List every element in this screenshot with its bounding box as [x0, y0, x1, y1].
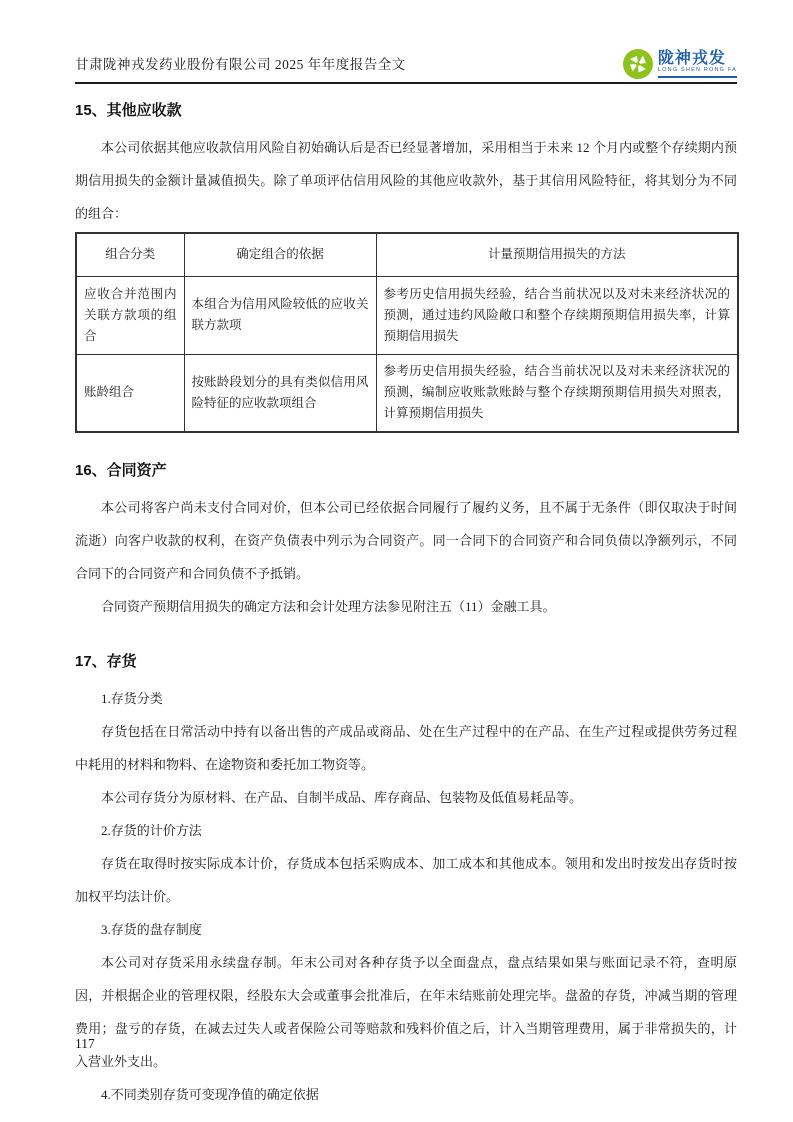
table-row	[76, 354, 738, 432]
paragraph-s17-item2-body: 存货在取得时按实际成本计价，存货成本包括采购成本、加工成本和其他成本。领用和发出时按发出存货时按加权平均法计价。	[75, 856, 737, 904]
credit-loss-portfolio-table	[75, 232, 739, 433]
table-header-portfolio-basis: 确定组合的依据	[184, 233, 376, 276]
logo-pinwheel-icon	[623, 49, 653, 79]
paragraph-s17-item3-title: 3.存货的盘存制度	[101, 922, 202, 937]
table-cell-r1-class: 应收合并范围内关联方款项的组合	[76, 276, 184, 354]
table-cell-r2-class: 账龄组合	[76, 354, 184, 432]
paragraph-s16-reference: 合同资产预期信用损失的确定方法和会计处理方法参见附注五（11）金融工具。	[101, 599, 556, 614]
paragraph-s17-item1-body2: 本公司存货分为原材料、在产品、自制半成品、库存商品、包装物及低值易耗品等。	[101, 790, 583, 805]
table-header-row	[76, 233, 738, 276]
paragraph-s17-item1-title: 1.存货分类	[101, 691, 163, 706]
paragraph-s16-main: 本公司将客户尚未支付合同对价，但本公司已经依据合同履行了履约义务，且不属于无条件（即仅取决于时间流逝）向客户收款的权利，在资产负债表中列示为合同资产。同一合同下的合同资产和合同负债以净额列示，不同合同下的合同资产和合同负债不予抵销。	[75, 500, 737, 581]
table-row	[76, 276, 738, 354]
table-header-ecl-method: 计量预期信用损失的方法	[376, 233, 738, 276]
paragraph-s17-item3-body: 本公司对存货采用永续盘存制。年末公司对各种存货予以全面盘点，盘点结果如果与账面记录不符，查明原因，并根据企业的管理权限，经股东大会或董事会批准后，在年末结账前处理完毕。盘盈的存货，冲减当期的管理费用；盘亏的存货，在减去过失人或者保险公司等赔款和残料价值之后，计入当期管理费用，属于非常损失的，计入营业外支出。	[75, 955, 737, 1069]
section-heading-16-contract-assets: 16、合同资产	[75, 462, 167, 479]
page-header	[75, 0, 737, 84]
paragraph-s17-item4-title: 4.不同类别存货可变现净值的确定依据	[101, 1087, 319, 1102]
logo-subtitle: LONG SHEN RONG FA	[657, 67, 737, 73]
page-number: 117	[75, 1036, 95, 1051]
paragraph-s17-item2-title: 2.存货的计价方法	[101, 823, 202, 838]
report-title: 甘肃陇神戎发药业股份有限公司 2025 年年度报告全文	[75, 57, 406, 72]
table-cell-r1-basis: 本组合为信用风险较低的应收关联方款项	[184, 276, 376, 354]
section-heading-17-inventory: 17、存货	[75, 653, 137, 670]
paragraph-s15-intro: 本公司依据其他应收款信用风险自初始确认后是否已经显著增加，采用相当于未来 12 个月内或整个存续期内预期信用损失的金额计量减值损失。除了单项评估信用风险的其他应收款外，基于其信用风险特征，将其划分为不同的组合：	[75, 140, 737, 221]
paragraph-s17-item1-body: 存货包括在日常活动中持有以备出售的产成品或商品、处在生产过程中的在产品、在生产过程或提供劳务过程中耗用的材料和物料、在途物资和委托加工物资等。	[75, 724, 737, 772]
table-cell-r1-method: 参考历史信用损失经验，结合当前状况以及对未来经济状况的预测，通过违约风险敞口和整个存续期预期信用损失率，计算预期信用损失	[376, 276, 738, 354]
table-header-portfolio-class: 组合分类	[76, 233, 184, 276]
document-body	[75, 99, 737, 1111]
logo-name: 陇神戎发	[657, 50, 726, 67]
table-cell-r2-method: 参考历史信用损失经验，结合当前状况以及对未来经济状况的预测，编制应收账款账龄与整个存续期预期信用损失对照表，计算预期信用损失	[376, 354, 738, 432]
logo-text-block	[658, 50, 737, 78]
section-heading-15-other-receivables: 15、其他应收款	[75, 102, 182, 119]
table-cell-r2-basis: 按账龄段划分的具有类似信用风险特征的应收款项组合	[184, 354, 376, 432]
company-logo	[623, 49, 737, 82]
